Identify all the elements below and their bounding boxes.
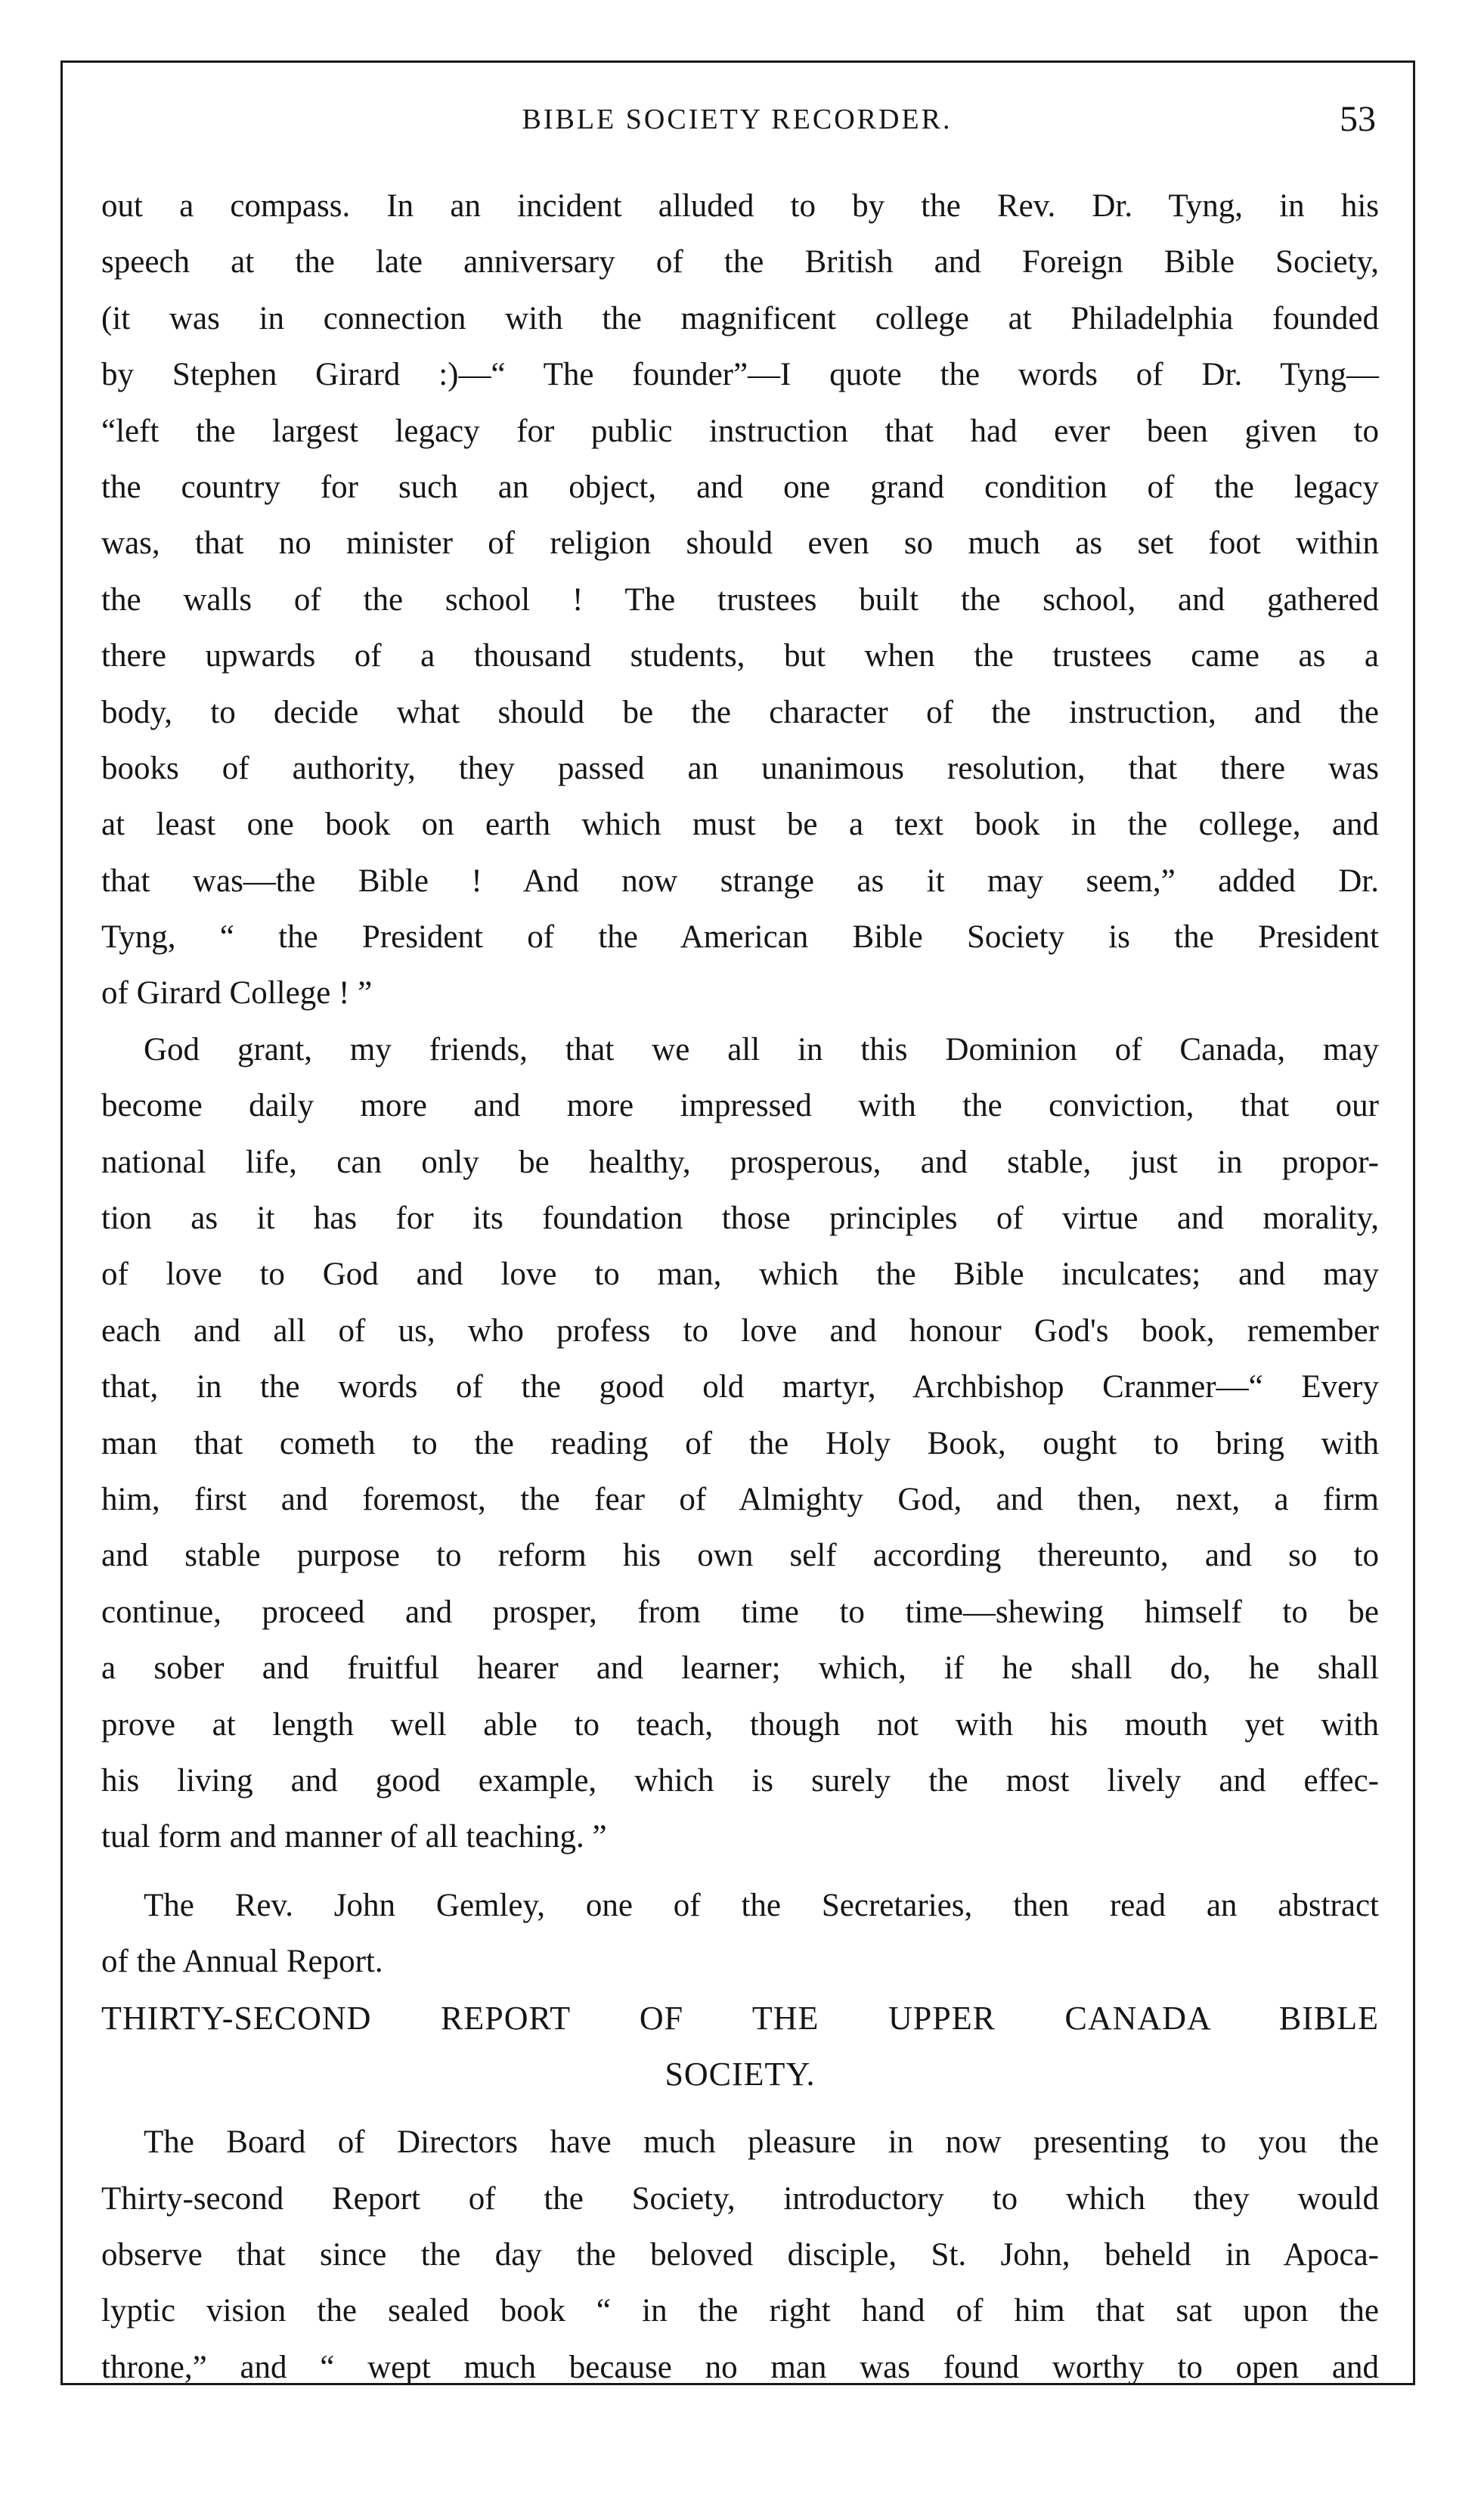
page-number: 53 [1340, 99, 1376, 139]
text-line: body, to decide what should be the character of the instruction, and the [101, 694, 1379, 730]
section-heading [101, 1991, 1379, 2103]
text-line: speech at the late anniversary of the British and Foreign Bible Society, [101, 244, 1379, 280]
text-line: of Girard College ! ” [101, 975, 373, 1012]
text-line: and stable purpose to reform his own self according thereunto, and so to [101, 1538, 1379, 1574]
paragraph-tyng-quote [101, 178, 1379, 1022]
paragraph-report-intro [101, 2115, 1379, 2396]
page-frame-top-rule [62, 60, 1415, 63]
text-line: God grant, my friends, that we all in this Dominion of Canada, may [144, 1031, 1379, 1067]
text-line: Thirty-second Report of the Society, introductory to which they would [101, 2180, 1379, 2217]
text-line: (it was in connection with the magnificent college at Philadelphia founded [101, 300, 1379, 336]
page-frame-left-rule [60, 60, 63, 2385]
text-line: continue, proceed and prosper, from time to time—shewing himself to be [101, 1594, 1379, 1630]
text-line: each and all of us, who profess to love and honour God's book, remember [101, 1312, 1379, 1349]
text-line: of the Annual Report. [101, 1944, 383, 1980]
paragraph-spacer [101, 2102, 1379, 2115]
text-line: a sober and fruitful hearer and learner; which, if he shall do, he shall [101, 1650, 1379, 1687]
text-line: there upwards of a thousand students, but when the trustees came as a [101, 638, 1379, 674]
text-line: prove at length well able to teach, though not with his mouth yet with [101, 1706, 1379, 1743]
text-line: tual form and manner of all teaching. ” [101, 1819, 607, 1855]
text-line: Tyng, “ the President of the American Bible Society is the President [101, 919, 1379, 956]
text-line: throne,” and “ wept much because no man was found worthy to open and [101, 2349, 1379, 2385]
text-line: national life, can only be healthy, prosperous, and stable, just in propor- [101, 1144, 1379, 1180]
text-line: books of authority, they passed an unanimous resolution, that there was [101, 750, 1379, 786]
paragraph-spacer [101, 1866, 1379, 1878]
paragraph-gemley [101, 1878, 1379, 1991]
text-line: lyptic vision the sealed book “ in the right hand of him that sat upon the [101, 2293, 1379, 2329]
text-line: observe that since the day the beloved disciple, St. John, beheld in Apoca- [101, 2237, 1379, 2273]
text-line: The Rev. John Gemley, one of the Secretaries, then read an abstract [144, 1887, 1379, 1923]
page-header [98, 97, 1376, 150]
section-heading-line: THIRTY-SECOND REPORT OF THE UPPER CANADA BIBLE [101, 1999, 1379, 2037]
text-line: by Stephen Girard :)—“ The founder”—I quote the words of Dr. Tyng— [101, 357, 1379, 393]
text-line: become daily more and more impressed with the conviction, that our [101, 1088, 1379, 1124]
section-heading-line: SOCIETY. [665, 2055, 816, 2093]
text-line: of love to God and love to man, which the Bible inculcates; and may [101, 1256, 1379, 1293]
text-line: that, in the words of the good old martyr, Archbishop Cranmer—“ Every [101, 1369, 1379, 1405]
text-line: “left the largest legacy for public instruction that had ever been given to [101, 413, 1379, 449]
text-line: him, first and foremost, the fear of Almighty God, and then, next, a firm [101, 1481, 1379, 1517]
page-body [101, 178, 1379, 2396]
text-line: at least one book on earth which must be a text book in the college, and [101, 807, 1379, 843]
text-line: tion as it has for its foundation those principles of virtue and morality, [101, 1201, 1379, 1237]
text-line: that was—the Bible ! And now strange as it may seem,” added Dr. [101, 863, 1379, 899]
paragraph-god-grant [101, 1022, 1379, 1866]
page-frame-right-rule [1413, 60, 1415, 2385]
running-head: BIBLE SOCIETY RECORDER. [522, 104, 953, 135]
text-line: The Board of Directors have much pleasure in now presenting to you the [144, 2124, 1379, 2161]
text-line: his living and good example, which is surely the most lively and effec- [101, 1762, 1379, 1799]
text-line: the walls of the school ! The trustees built the school, and gathered [101, 581, 1379, 618]
text-line: was, that no minister of religion should even so much as set foot within [101, 525, 1379, 562]
text-line: out a compass. In an incident alluded to by the Rev. Dr. Tyng, in his [101, 188, 1379, 224]
text-line: the country for such an object, and one grand condition of the legacy [101, 469, 1379, 505]
text-line: man that cometh to the reading of the Holy Book, ought to bring with [101, 1425, 1379, 1461]
